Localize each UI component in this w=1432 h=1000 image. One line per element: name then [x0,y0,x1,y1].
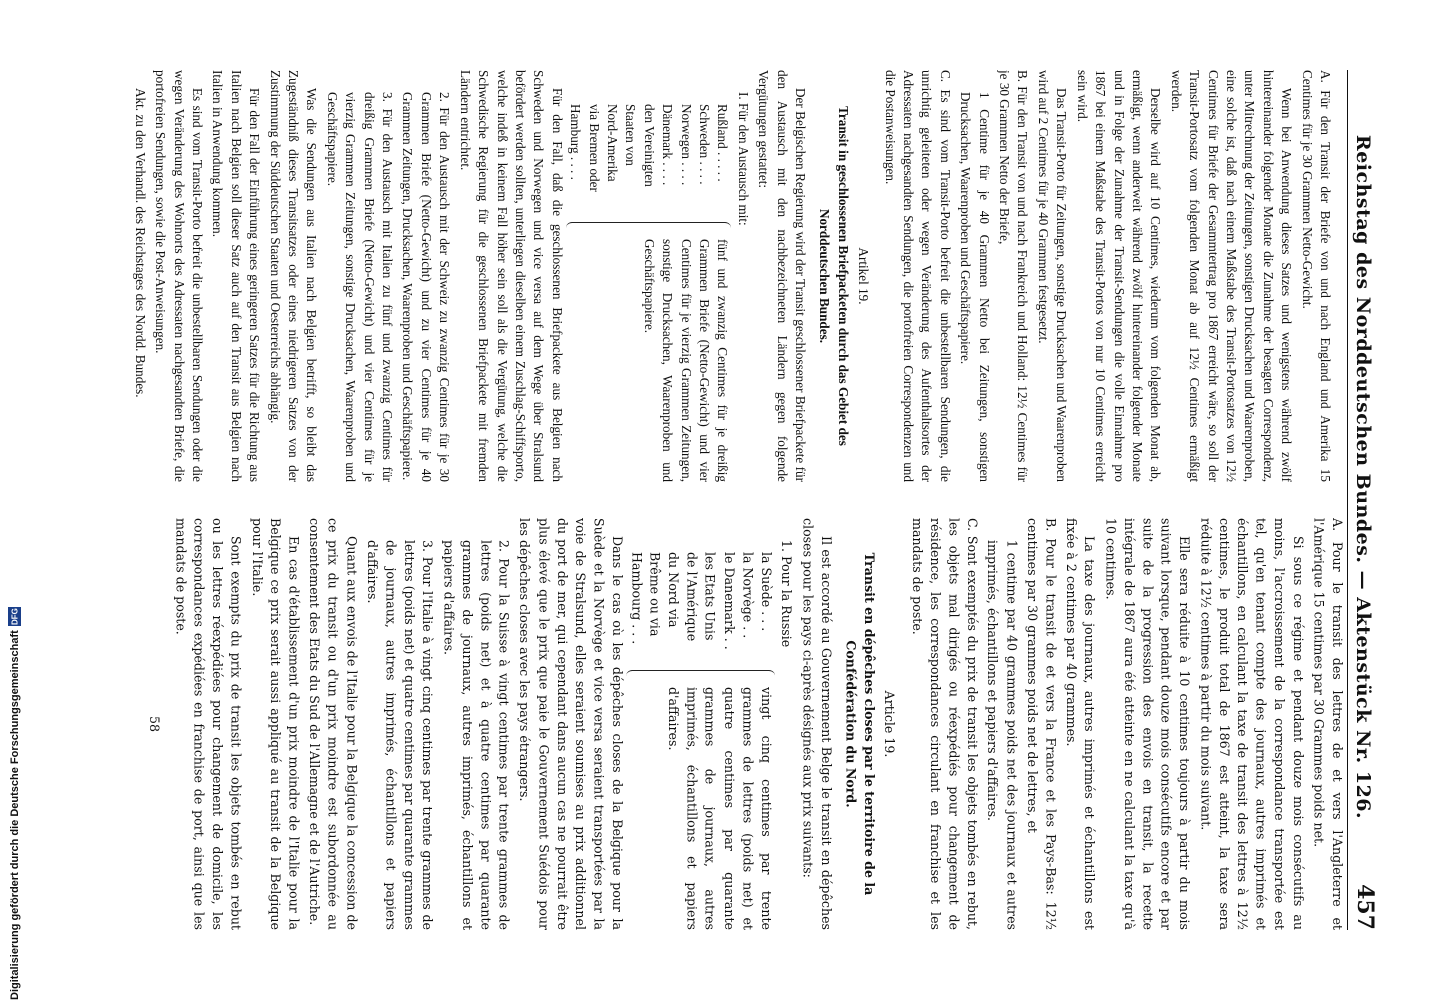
country-rates-group [566,104,732,482]
article-title: Transit in geschlossenen Briefpacketen durch das Gebiet des Norddeutschen Bundes. [817,106,851,446]
country-rates-group [627,552,776,930]
para-a2: Si sous ce régime et pendant douze mois consécutifs au moins, l'accroissement de la correspondance transportée est tel, qu'en tenant compte des journaux, autres imprimés et échantillons, en calculant la taxe de transit des lettres à 12½ centimes, le produit total de 1867 est atteint, la taxe sera réduite à 12½ centimes à partir du mois suivant. [1197,518,1307,930]
item-2: 2. Pour la Suisse à vingt centimes par trente grammes de lettres (poids net) et à quatre centimes par quarante grammes de journaux, autres imprimés, échantillons et papiers d'affaires. [441,540,513,930]
brace [566,222,732,233]
para-exempt: Es sind vom Transit-Porto befreit die unbestellbaren Sendungen oder die wegen Veränderung des Wohnorts des Adressaten nachgesandten Briefe, die portofreien Sendungen, sowie die Post-Anweisungen. [153,70,206,482]
para-c: C. Sont exemptés du prix de transit les objets tombés en rebut, les objets mal dirigés ou réexpédiés pour changement de résidence, les correspondances circulant en franchise et les mandats de poste. [909,518,981,930]
item-1: 1. Pour la Russie [779,540,795,648]
page-header [1347,70,1392,930]
para-a4: La taxe des journaux, autres imprimés et échantillons est fixée à 2 centimes par 40 grammes. [1063,518,1098,930]
running-head: Reichstag des Norddeutschen Bundes. — Aktenstück Nr. 126. [1352,134,1374,820]
article-title: Transit en dépêches closes par le territoire de la Confédération du Nord. [843,552,878,896]
country-item: den Vereinigten [641,104,657,187]
rates-text: vingt cinq centimes par trente grammes de lettres (poids net) et quatre centimes par quarante grammes de journaux, autres imprimés, échantillons et papiers d'affaires. [666,687,775,930]
country-item: Hambourg . . . [628,552,645,645]
para-italy: Was die Sendungen aus Italien nach Belgien betrifft, so bleibt das Zugeständniß dieses Transitsatzes oder eines niedrigeren Satzes von der Zustimmung der Süddeutschen Staaten und Oesterreichs abhängig. [267,70,320,482]
country-item: Dänemark . . . . [660,104,676,186]
country-item: Norwegen . . . . [678,104,694,186]
rates-text: fünf und zwanzig Centimes für je dreißig Grammen Briefe (Netto-Gewicht) und vier Centimes für je vierzig Grammen Zeitungen, sonstige Drucksachen, Waarenproben und Geschäftspapiere. [641,239,731,482]
article-number: Artikel 19. [856,247,872,305]
country-item: la Suède . . . [758,552,775,632]
para-b2: 1 centime par 40 grammes poids net des journaux et autres imprimés, échantillons et papiers d'affaires. [985,540,1020,930]
para-a3: Elle sera réduite à 10 centimes toujours à partir du mois suivant lorsque, pendant douze mois consécutifs encore et par suite de la progression des envois en transit, la recette intégrale de 1867 aura été atteinte en ne calculant la taxe qu'à 10 centimes. [1103,518,1193,930]
page-number: 457 [1352,884,1378,930]
item-1: I. Für den Austausch mit: [735,92,751,226]
article-intro: Der Belgischen Regierung wird der Transit geschlossener Briefpackete für den Austausch mit den nachbezeichneten Ländern gegen folgende Vergütungen gestattet: [756,70,809,482]
dfg-logo: DFG [10,608,20,626]
para-a: A. Pour le transit des lettres de et vers l'Angleterre et l'Amérique 15 centimes par 30 Grammes poids net. [1311,518,1346,930]
country-item: Schweden . . . . [697,104,712,185]
para-b: B. Für den Transit von und nach Frankreich und Holland: 12½ Centimes für je 30 Grammen Netto der Briefe, [997,70,1031,482]
article-intro: Il est accordé au Gouvernement Belge le transit en dépêches closes pour les pays ci-après désignés aux prix suivants: [800,518,834,930]
digitization-credit [6,600,24,1000]
para-exempt: Sont exempts du prix de transit les objets tombés en rebut ou les lettres réexpédiées pour changement de domicile, les correspondances expédiées en franchise de port, ainsi que les mandats de poste. [173,518,245,930]
country-item: Nord-Amerika [604,104,620,182]
country-item: via Bremen oder [586,104,602,192]
para-a4: Das Transit-Porto für Zeitungen, sonstige Drucksachen und Waarenproben wird auf 2 Centimes für je 40 Grammen festgesetzt. [1035,70,1070,482]
credit-text: Digitalisierung gefördert durch die Deutsche Forschungsgemeinschaft [9,630,21,1000]
para-italy-2: Für den Fall der Einführung eines geringeren Satzes für die Richtung aus Italien nach Belgien soll dieser Satz auch auf den Transit aus Belgien nach Italien in Anwendung kommen. [210,70,263,482]
para-a3: Derselbe wird auf 10 Centimes, wiederum vom folgenden Monat ab, ermäßigt, wenn anderweit während zwölf hintereinander folgender Monate und in Folge der Zunahme der Transit-Sendungen die volle Einnahme pro 1867 bei einem Maßstabe des Transit-Portos von nur 10 Centimes erreicht sein wird. [1074,70,1164,482]
country-item: Staaten von [623,104,639,166]
brace [627,670,776,681]
country-item: Brême ou via [647,552,663,637]
article-number: Article 19. [882,690,898,758]
country-list [627,552,776,670]
french-column [94,518,1349,930]
item-1b: Für den Fall, daß die geschlossenen Briefpackete aus Belgien nach Schweden und Norwegen und vice versa auf dem Wege über Stralsund befördert werden sollten, unterliegen dieselben einem Zuschlag-Schiffsporto, welche indeß in keinem Fall höher sein soll als die Vergütung, welche die Schwedische Regierung für die geschlossenen Briefpackete mit fremden Ländern entrichtet. [457,70,565,482]
item-2: 2. Für den Austausch mit der Schweiz zu zwanzig Centimes für je 30 Grammen Briefe (Netto-Gewicht) und zu vier Centimes für je 40 Grammen Zeitungen, Drucksachen, Waarenproben und Geschäftspapiere. [400,92,453,482]
country-item: Rußland . . . . . [715,104,731,182]
country-list [566,104,732,222]
country-item: les Etats Unis [703,552,719,641]
country-item: la Norvège . . [740,552,756,639]
para-b: B. Pour le transit de et vers la France et les Pays-Bas: 12½ centimes par 30 grammes poids net de lettres, et [1024,518,1059,930]
item-1b: Dans le cas où les dépêches closes de la Belgique pour la Suède et la Norvège et vice versa seraient transportées par la voie de Stralsund, elles seraient soumises au prix additionnel du port de mer, qui cependant dans aucun cas ne pourrait être plus élevé que le prix que paie le Gouvernement Suédois pour les dépêches closes avec les pays étrangers. [517,518,626,930]
country-item: de l'Amérique [684,552,700,642]
country-item: du Nord via [666,552,682,628]
para-c: C. Es sind vom Transit-Porto befreit die unbestellbaren Sendungen, die unrichtig geleiteten oder wegen Veränderung des Aufenthaltsortes der Adressaten nachgesandten Sendungen, die portofreien Correspondenzen und die Postanweisungen. [882,70,953,482]
country-item: Hamburg . . . . [568,104,584,180]
para-a2: Wenn bei Anwendung dieses Satzes und wenigstens während zwölf hintereinander folgender Monate die Zunahme der besagten Correspondenz, unter Mitrechnung der Zeitungen, sonstigen Drucksachen und Waarenproben, eine solche ist, daß nach einem Maßstabe des Transit-Portosatzes von 12½ Centimes für Briefe der Gesammtertrag pro 1867 erreicht wäre, so soll der Transit-Portosatz vom folgenden Monat ab auf 12½ Centimes ermäßigt werden. [1168,70,1295,482]
item-3: 3. Für den Austausch mit Italien zu fünf und zwanzig Centimes für dreißig Grammen Briefe (Netto-Gewicht) und vier Centimes für je vierzig Grammen Zeitungen, sonstige Drucksachen, Waarenproben und Geschäftspapiere. [324,92,396,482]
german-column [106,70,1336,482]
left-footer: Akt. zu den Verhandl. des Reichstages des Nordd. Bundes. [132,88,148,398]
para-italy-2: En cas d'établissement d'un prix moindre de l'Italie pour la Belgique ce prix serait aussi appliqué au transit de la Belgique pour l'Italie. [249,518,302,930]
para-b2: 1 Centime für je 40 Grammen Netto bei Zeitungen, sonstigen Drucksachen, Waarenproben und Geschäftspapiere. [958,92,992,482]
right-footer-page-number: 58 [146,715,162,733]
para-a: A. Für den Transit der Briefe von und nach England und Amerika 15 Centimes für je 30 Grammen Netto-Gewicht. [1299,70,1333,482]
para-italy: Quant aux envois de l'Italie pour la Belgique la concession de ce prix du transit ou d'un prix moindre est subordonnée au consentement des Etats du Sud de l'Allemagne et de l'Autriche. [307,518,360,930]
country-item: le Danemark . . [721,552,738,650]
item-3: 3. Pour l'Italie à vingt cinq centimes par trente grammes de lettres (poids net) et quatre centimes par quarante grammes de journaux, autres imprimés, échantillons et papiers d'affaires. [364,540,436,930]
